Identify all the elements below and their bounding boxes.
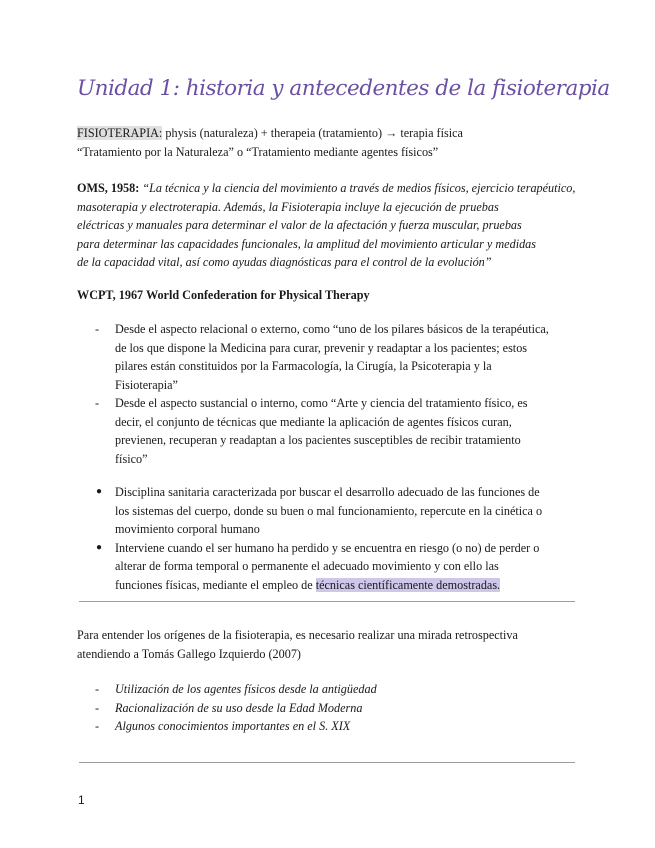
dash-marker: - bbox=[95, 719, 100, 733]
list-item: - Desde el aspecto sustancial o interno, como “Arte y ciencia del tratamiento físico, es decir, el conjunto de técnicas que mediante la aplicación de agentes físicos curan, previenen, recuperan y readaptan a los pacientes susceptibles de recibir tratamiento físico” bbox=[95, 396, 528, 466]
highlighted-phrase: técnicas científicamente demostradas. bbox=[315, 577, 501, 592]
characteristics-list bbox=[77, 483, 542, 594]
definition-block bbox=[77, 124, 463, 161]
origins-intro: Para entender los orígenes de la fisioterapia, es necesario realizar una mirada retrospectiva atendiendo a Tomás Gallego Izquierdo (2007) bbox=[77, 628, 518, 661]
oms-quote-line: masoterapia y electroterapia. Además, la Fisioterapia incluye la ejecución de pruebas bbox=[77, 199, 499, 214]
bullet-icon: ● bbox=[96, 486, 103, 497]
list-item: ● Disciplina sanitaria caracterizada por buscar el desarrollo adecuado de las funciones de los sistemas del cuerpo, donde su buen o mal funcionamiento, repercute en la cinética o movimiento corporal humano bbox=[96, 485, 543, 536]
oms-quote-line: eléctricas y manuales para determinar el valor de la afectación y fuerza muscular, pruebas bbox=[77, 218, 522, 232]
wcpt-definitions-list bbox=[77, 320, 549, 468]
list-item: ● Interviene cuando el ser humano ha perdido y se encuentra en riesgo (o no) de perder o alterar de forma temporal o permanente el adecuado movimiento y con ello las funciones físicas, mediante el empleo de técnicas científicamente demostradas. bbox=[96, 540, 540, 592]
definition-term: FISIOTERAPIA: bbox=[77, 126, 163, 140]
list-item: - Algunos conocimientos importantes en el S. XIX bbox=[77, 717, 377, 736]
horizontal-divider bbox=[79, 601, 575, 602]
dash-marker: - bbox=[95, 396, 100, 410]
oms-block bbox=[77, 179, 575, 272]
oms-quote-line: para determinar las capacidades funcionales, la amplitud del movimiento articular y medidas bbox=[77, 236, 537, 251]
list-item: - Racionalización de su uso desde la Edad Moderna bbox=[77, 699, 377, 718]
definition-line-2: “Tratamiento por la Naturaleza” o “Tratamiento mediante agentes físicos” bbox=[77, 144, 439, 159]
oms-label: OMS, 1958: bbox=[77, 181, 140, 195]
list-item: - Utilización de los agentes físicos desde la antigüedad bbox=[77, 680, 377, 699]
definition-line-1 bbox=[77, 124, 463, 143]
dash-marker: - bbox=[95, 700, 100, 715]
oms-line bbox=[77, 179, 575, 198]
horizontal-divider bbox=[79, 762, 575, 763]
page-number: 1 bbox=[78, 793, 85, 807]
dash-marker: - bbox=[95, 682, 100, 696]
definition-etymology: physis (naturaleza) + therapeia (tratamiento) → terapia física bbox=[162, 126, 463, 140]
dash-marker: - bbox=[95, 322, 100, 336]
oms-quote-line: de la capacidad vital, así como ayudas diagnósticas para el control de la evolución” bbox=[77, 255, 492, 269]
page-title: Unidad 1: historia y antecedentes de la fisioterapia bbox=[77, 76, 610, 101]
wcpt-heading: WCPT, 1967 World Confederation for Physical Therapy bbox=[77, 288, 370, 302]
list-item: - Desde el aspecto relacional o externo, como “uno de los pilares básicos de la terapéutica, de los que dispone la Medicina para curar, prevenir y readaptar a los pacientes; estos pilares están constituidos por la Farmacología, la Cirugía, la Psicoterapia y la Fisioterapia” bbox=[95, 322, 549, 392]
bullet-icon: ● bbox=[96, 541, 103, 553]
oms-quote-line: “La técnica y la ciencia del movimiento a través de medios físicos, ejercicio terapéutico, bbox=[139, 181, 576, 195]
origins-list bbox=[77, 680, 377, 736]
